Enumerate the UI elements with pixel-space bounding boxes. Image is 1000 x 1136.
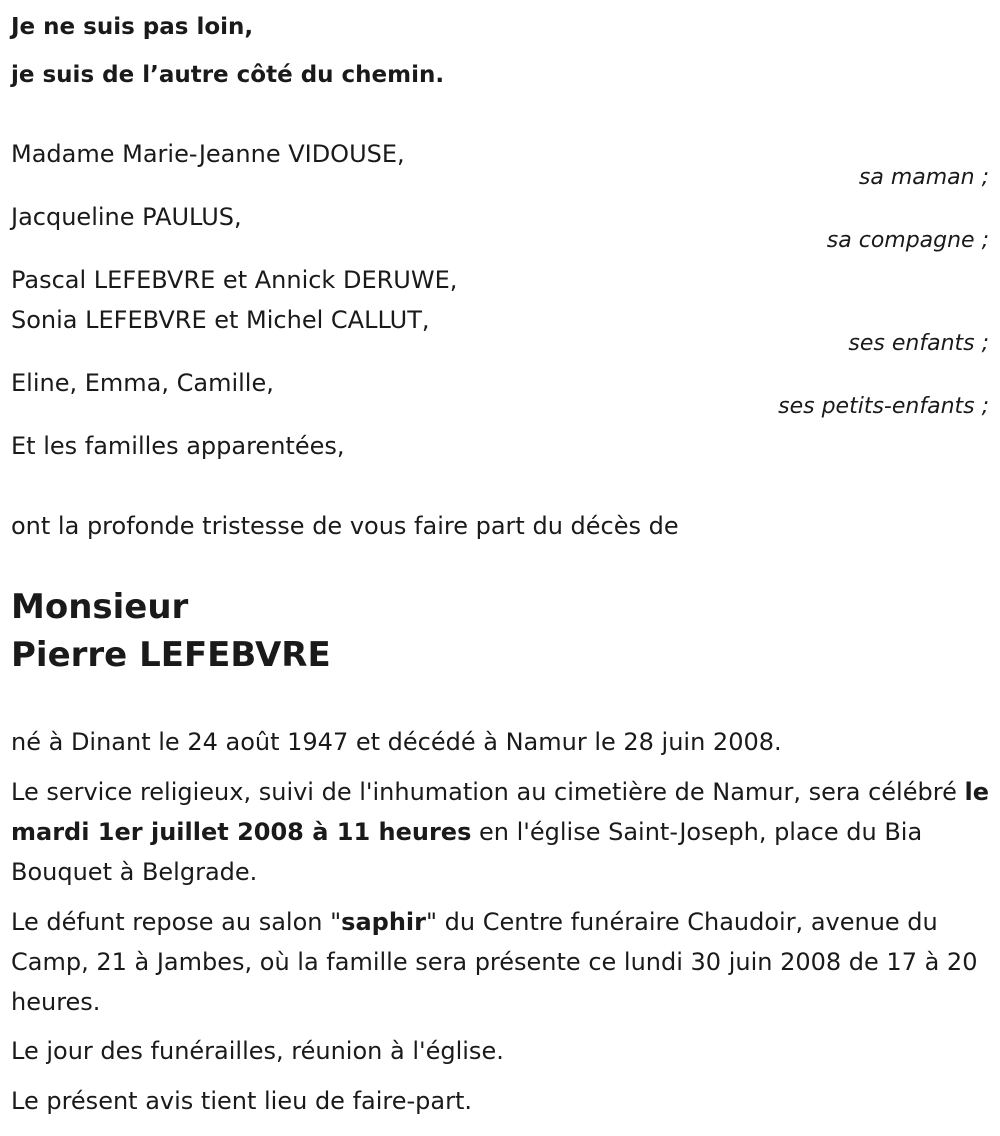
birth-death: né à Dinant le 24 août 1947 et décédé à Namur le 28 juin 2008. xyxy=(11,728,782,756)
mother-name: Madame Marie-Jeanne VIDOUSE, xyxy=(11,140,405,168)
service-text-before: Le service religieux, suivi de l'inhumation au cimetière de Namur, sera célébré xyxy=(11,778,965,806)
children-line-1: Pascal LEFEBVRE et Annick DERUWE, xyxy=(11,266,458,294)
rest-paragraph xyxy=(11,902,989,1022)
children-role: ses enfants ; xyxy=(848,331,989,356)
rest-text-before: Le défunt repose au salon " xyxy=(11,908,342,936)
service-date: le mardi 1er juillet 2008 à 11 heures xyxy=(11,778,989,846)
rest-text-after: " du Centre funéraire Chaudoir, avenue du Camp, 21 à Jambes, où la famille sera présente ce lundi 30 juin 2008 de 17 à 20 heures. xyxy=(11,908,978,1016)
grandchildren-role: ses petits-enfants ; xyxy=(778,394,989,419)
grandchildren-name: Eline, Emma, Camille, xyxy=(11,369,274,397)
mother-role: sa maman ; xyxy=(858,165,989,190)
service-text-after: en l'église Saint-Joseph, place du Bia Bouquet à Belgrade. xyxy=(11,818,923,886)
quote-line-2: je suis de l’autre côté du chemin. xyxy=(11,62,445,88)
quote-line-1: Je ne suis pas loin, xyxy=(11,14,254,40)
partner-name: Jacqueline PAULUS, xyxy=(11,203,242,231)
relatives: Et les familles apparentées, xyxy=(11,432,345,460)
partner-role: sa compagne ; xyxy=(826,228,989,253)
announcement: ont la profonde tristesse de vous faire part du décès de xyxy=(11,512,679,540)
notice: Le présent avis tient lieu de faire-part. xyxy=(11,1087,473,1115)
children-line-2: Sonia LEFEBVRE et Michel CALLUT, xyxy=(11,306,430,334)
meeting: Le jour des funérailles, réunion à l'église. xyxy=(11,1037,504,1065)
deceased-title: Monsieur xyxy=(11,587,189,627)
deceased-name: Pierre LEFEBVRE xyxy=(11,635,331,675)
rest-salon: saphir xyxy=(341,908,426,936)
service-paragraph xyxy=(11,772,989,892)
